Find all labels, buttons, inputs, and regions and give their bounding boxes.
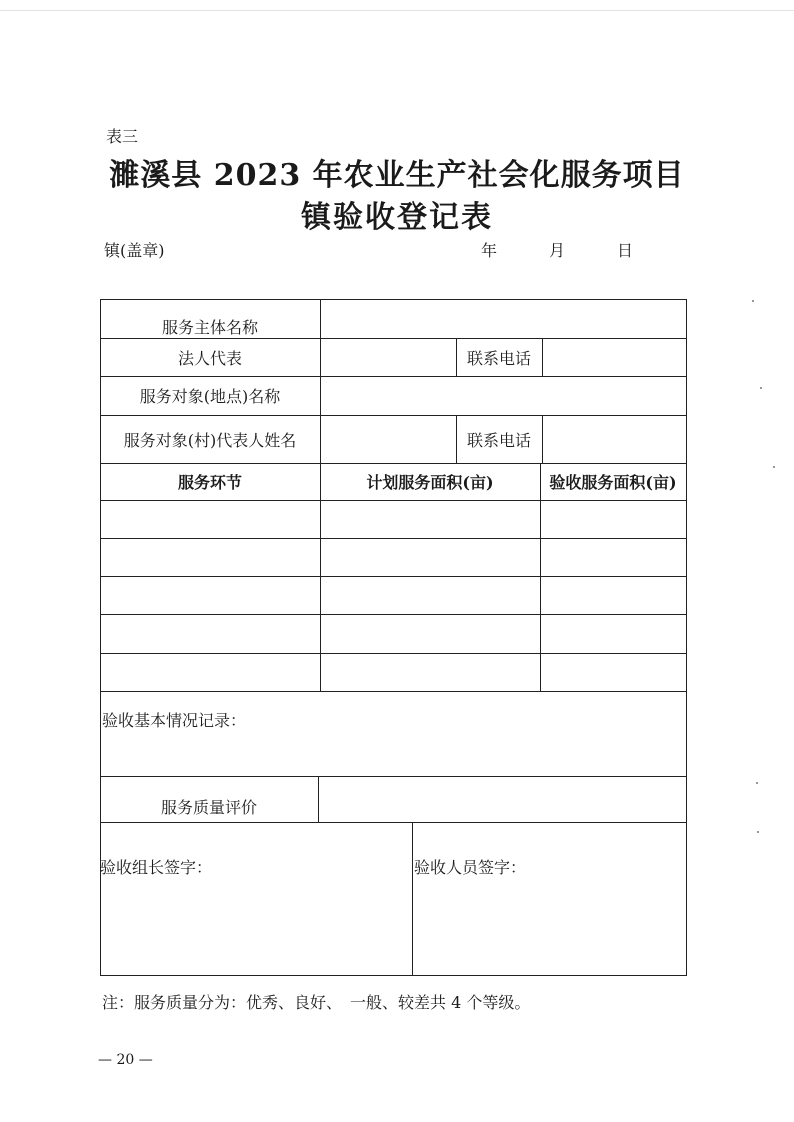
contact-phone-value-1[interactable] [542,338,686,376]
row-line [100,822,687,823]
contact-phone-value-2[interactable] [542,415,686,463]
column-header-planned-area: 计划服务面积(亩) [366,473,494,492]
document-subtitle: 镇验收登记表 [301,200,493,235]
basic-record-label: 验收基本情况记录： [102,710,247,730]
town-stamp-label: 镇(盖章) [104,241,165,260]
acceptance-form-table [100,299,687,976]
row-line [100,538,687,539]
table-border-top [100,299,687,300]
scan-speck [757,831,759,833]
row-line [100,653,687,654]
contact-phone-label-2: 联系电话 [466,430,531,450]
column-header-accepted-area: 验收服务面积(亩) [549,473,677,492]
scan-top-edge [0,10,794,11]
staff-sign-label: 验收人员签字： [414,857,527,877]
row-line [100,691,687,692]
scan-speck [752,300,754,302]
footnote: 注：服务质量分为：优秀、良好、 一般、较差共 4 个等级。 [102,993,531,1012]
date-month-label: 月 [549,241,566,260]
row-line [100,576,687,577]
document-title: 濉溪县 2023 年农业生产社会化服务项目 [109,158,685,193]
table-border-right [686,299,687,976]
column-header-service-stage: 服务环节 [177,473,242,492]
table-label: 表三 [106,127,139,146]
legal-rep-label: 法人代表 [177,348,242,368]
date-day-label: 日 [617,241,634,260]
scan-speck [756,782,758,784]
leader-sign-label: 验收组长签字： [100,857,213,877]
service-entity-name-label: 服务主体名称 [161,318,258,337]
service-entity-name-value[interactable] [420,307,686,338]
service-target-name-value[interactable] [320,376,686,415]
date-year-label: 年 [481,241,498,260]
column-line [412,822,413,976]
service-target-rep-label: 服务对象(村)代表人姓名 [123,430,297,450]
row-line [100,500,687,501]
table-border-bottom [100,975,687,976]
row-line [100,614,687,615]
service-target-name-label: 服务对象(地点)名称 [139,387,281,406]
quality-eval-label: 服务质量评价 [160,797,257,817]
legal-rep-value[interactable] [320,338,456,376]
scan-speck [760,387,762,389]
contact-phone-label-1: 联系电话 [466,348,531,368]
page-number: — 20 — [98,1052,153,1068]
scan-speck [773,466,775,468]
quality-eval-value[interactable] [318,776,686,822]
service-target-rep-value[interactable] [320,415,456,463]
